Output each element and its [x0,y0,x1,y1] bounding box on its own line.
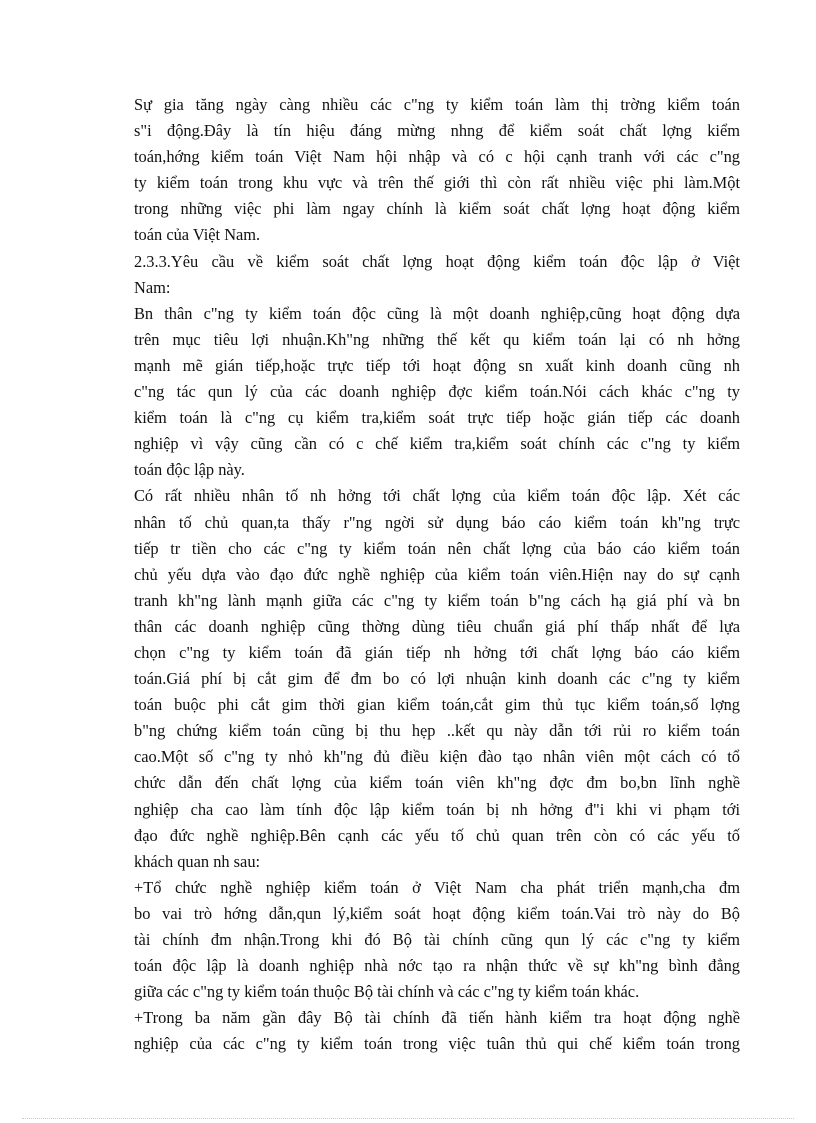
page-bottom-divider [22,1118,794,1119]
section-heading: Nam: [134,277,171,297]
text-line: toán của Việt Nam. [134,225,261,245]
section-heading: 2.3.3.Yêu cầu về kiểm soát chất lợng hoạt động kiểm toán độc lập ở Việt [134,251,740,271]
text-line: toán,hớng kiểm toán Việt Nam hội nhập và có c hội cạnh tranh với các c"ng [134,147,740,167]
text-line: trên mục tiêu lợi nhuận.Kh"ng những thế kết qu kiểm toán lại có nh hởng [134,329,740,349]
text-line: s"i động.Đây là tín hiệu đáng mừng nhng để kiểm soát chất lợng kiểm [134,121,740,141]
text-line: toán độc lập này. [134,460,245,480]
text-line: +Trong ba năm gần đây Bộ tài chính đã tiến hành kiểm tra hoạt động nghề [134,1008,740,1028]
text-line: toán độc lập là doanh nghiệp nhà nớc tạo ra nhận thức về sự kh"ng bình đẳng [134,956,740,976]
text-line: tài chính đm nhận.Trong khi đó Bộ tài chính cũng qun lý các c"ng ty kiểm [134,930,740,949]
text-line: toán.Giá phí bị cắt gim để đm bo có lợi nhuận kinh doanh các c"ng ty kiểm [134,669,740,689]
text-line: mạnh mẽ gián tiếp,hoặc trực tiếp tới hoạt động sn xuất kinh doanh cũng nh [134,355,740,375]
text-line: thân các doanh nghiệp cũng thờng dùng tiêu chuẩn giá phí thấp nhất để lựa [134,616,740,636]
text-line: nhân tố chủ quan,ta thấy r"ng ngời sử dụng báo cáo kiểm toán kh"ng trực [134,512,740,532]
text-line: bo vai trò hớng dẫn,qun lý,kiểm soát hoạt động kiểm toán.Vai trò này do Bộ [134,903,740,923]
text-line: trong những việc phi làm ngay chính là kiểm soát chất lợng hoạt động kiểm [134,199,740,219]
text-line: nghiệp cha cao làm tính độc lập kiểm toán bị nh hởng đ"i khi vi phạm tới [134,799,740,819]
text-line: Bn thân c"ng ty kiểm toán độc cũng là một doanh nghiệp,cũng hoạt động dựa [134,303,740,323]
text-line: ty kiểm toán trong khu vực và trên thế giới thì còn rất nhiều việc phi làm.Một [134,173,740,193]
text-line: tranh kh"ng lành mạnh giữa các c"ng ty kiểm toán b"ng cách hạ giá phí và bn [134,590,740,610]
text-line: b"ng chứng kiểm toán cũng bị thu hẹp ..kết qu này dẫn tới rủi ro kiểm toán [134,721,740,741]
text-line: giữa các c"ng ty kiểm toán thuộc Bộ tài chính và các c"ng ty kiểm toán khác. [134,982,640,1002]
text-line: cao.Một số c"ng ty nhỏ kh"ng đủ điều kiện đào tạo nhân viên một cách có tổ [134,747,740,767]
text-line: nghiệp của các c"ng ty kiểm toán trong việc tuân thủ qui chế kiểm toán trong [134,1034,740,1054]
text-line: c"ng tác qun lý của các doanh nghiệp đợc kiểm toán.Nói cách khác c"ng ty [134,382,740,402]
text-line: chủ yếu dựa vào đạo đức nghề nghiệp của kiểm toán viên.Hiện nay do sự cạnh [134,564,740,584]
text-line: tiếp tr tiền cho các c"ng ty kiểm toán nên chất lợng của báo cáo kiểm toán [134,538,740,558]
text-line: +Tổ chức nghề nghiệp kiểm toán ở Việt Nam cha phát triển mạnh,cha đm [134,877,740,897]
text-line: toán buộc phi cắt gim thời gian kiểm toán,cắt gim thủ tục kiểm toán,số lợng [134,695,740,715]
text-line: Sự gia tăng ngày càng nhiều các c"ng ty kiểm toán làm thị trờng kiểm toán [134,95,740,114]
text-line: khách quan nh sau: [134,851,261,871]
text-line: chức dẫn đến chất lợng của kiểm toán viên kh"ng đợc đm bo,bn lĩnh nghề [134,773,740,793]
text-line: chọn c"ng ty kiểm toán đã gián tiếp nh hởng tới chất lợng báo cáo kiểm [134,642,740,662]
document-body [134,92,740,1057]
text-line: kiểm toán là c"ng cụ kiểm tra,kiểm soát trực tiếp hoặc gián tiếp các doanh [134,408,740,428]
text-line: nghiệp vì vậy cũng cần có c chế kiểm tra,kiểm soát chính các c"ng ty kiểm [134,434,740,454]
text-line: đạo đức nghề nghiệp.Bên cạnh các yếu tố chủ quan trên còn có các yếu tố [134,825,740,845]
text-line: Có rất nhiều nhân tố nh hởng tới chất lợng của kiểm toán độc lập. Xét các [134,486,740,506]
